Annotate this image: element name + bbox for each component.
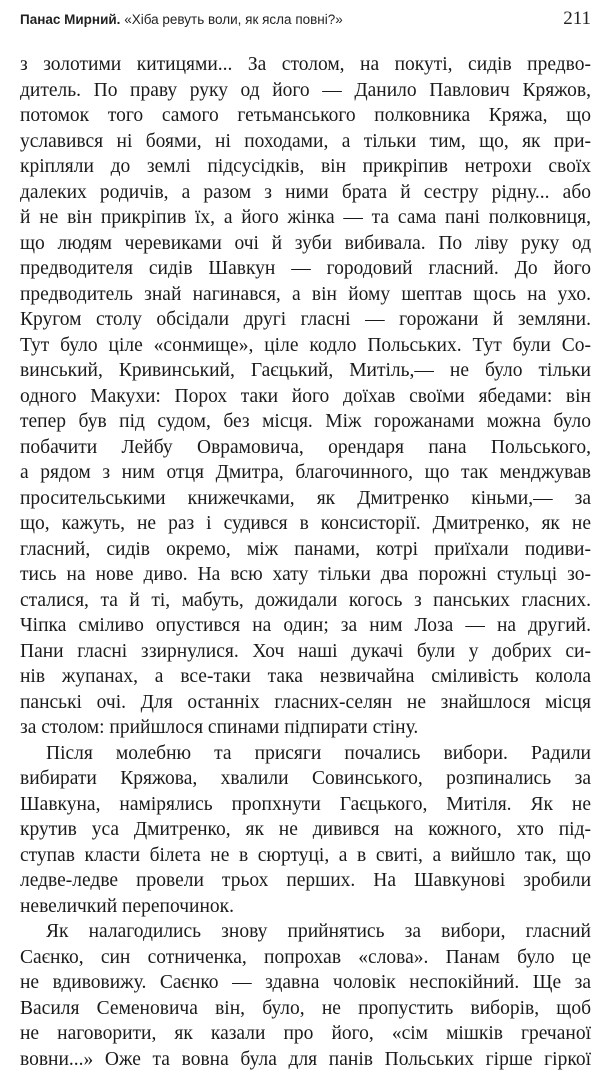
- text-line: ступав класти білета не в сюртуці, а в свиті, а вийшло так, що: [20, 843, 591, 869]
- text-line: нів жупанах, а все-таки така незвичайна сміливість колола: [20, 664, 591, 690]
- text-line: ледве-ледве провели трьох перших. На Шавкунові зробили: [20, 868, 591, 894]
- text-line: Василя Семеновича він, було, не пропустить виборів, щоб: [20, 996, 591, 1022]
- text-line: з золотими китицями... За столом, на покуті, сидів предво-: [20, 52, 591, 78]
- running-header: [20, 8, 591, 28]
- paragraph: [20, 741, 591, 920]
- text-line: Як налагодились знову прийнятись за вибори, гласний: [20, 919, 591, 945]
- page-number: 211: [563, 8, 591, 30]
- text-line: Чіпка сміливо опустився на один; за ним Лоза — на другий.: [20, 613, 591, 639]
- text-line: за столом: прийшлося спинами підпирати стіну.: [20, 715, 591, 741]
- author-name: Панас Мирний.: [20, 12, 120, 27]
- text-line: побачити Лейбу Оврамовича, орендаря пана Польського,: [20, 435, 591, 461]
- text-line: а рядом з ним отця Дмитра, благочинного, що так менджував: [20, 460, 591, 486]
- text-line: дитель. По праву руку од його — Данило Павлович Кряжов,: [20, 78, 591, 104]
- text-line: тись на нове диво. На всю хату тільки два порожні стульці зо-: [20, 562, 591, 588]
- text-line: Шавкуна, намірялись пропхнути Гаєцького, Митіля. Як не: [20, 792, 591, 818]
- text-line: потомок того самого гетьманського полковника Кряжа, що: [20, 103, 591, 129]
- text-line: вибирати Кряжова, хвалили Совинського, розпинались за: [20, 766, 591, 792]
- text-line: Пани гласні ззирнулися. Хоч наші дукачі були у добрих си-: [20, 639, 591, 665]
- text-line: просительськими книжечками, як Дмитренко кіньми,— за: [20, 486, 591, 512]
- paragraph: [20, 919, 591, 1072]
- text-line: далеких родичів, а разом з ними брата й сестру рідну... або: [20, 180, 591, 206]
- text-line: що людям черевиками очі й зуби вибивала. По ліву руку од: [20, 231, 591, 257]
- page-body: [20, 52, 591, 1072]
- text-line: уславився ні боями, ні походами, а тільки тим, що, як при-: [20, 129, 591, 155]
- text-line: тепер був під судом, без місця. Між горожанами можна було: [20, 409, 591, 435]
- text-line: вовни...» Оже та вовна була для панів Польських гірше гіркої: [20, 1047, 591, 1072]
- work-title: «Хіба ревуть воли, як ясла повні?»: [124, 12, 343, 27]
- text-line: Тут було ціле «сонмище», ціле кодло Польських. Тут були Со-: [20, 333, 591, 359]
- text-line: Після молебню та присяги почались вибори. Радили: [20, 741, 591, 767]
- text-line: не наговорити, як казали про його, «сім мішків гречаної: [20, 1021, 591, 1047]
- running-title: [20, 12, 343, 27]
- paragraph: [20, 52, 591, 741]
- text-line: гласний, сидів окремо, між панами, котрі приїхали подиви-: [20, 537, 591, 563]
- text-line: Саєнко, син сотниченка, попрохав «слова». Панам було це: [20, 945, 591, 971]
- text-line: не вдивовижу. Саєнко — здавна чоловік неспокійний. Ще за: [20, 970, 591, 996]
- text-line: й не він прикріпив їх, а його жінка — та сама пані полковниця,: [20, 205, 591, 231]
- text-line: панські очі. Для останніх гласних-селян не знайшлося місця: [20, 690, 591, 716]
- text-line: сталися, та й ті, мабуть, дожидали когось з панських гласних.: [20, 588, 591, 614]
- text-line: одного Макухи: Порох таки його доїхав своїми ябедами: він: [20, 384, 591, 410]
- text-line: крутив уса Дмитренко, як не дивився на кожного, хто під-: [20, 817, 591, 843]
- text-line: невеличкий перепочинок.: [20, 894, 591, 920]
- text-line: кріпляли до землі підсусідків, він прикріпив нетрохи своїх: [20, 154, 591, 180]
- text-line: Кругом столу обсідали другі гласні — горожани й земляни.: [20, 307, 591, 333]
- text-line: предводителя сидів Шавкун — городовий гласний. До його: [20, 256, 591, 282]
- text-line: винський, Кривинський, Гаєцький, Митіль,— не було тільки: [20, 358, 591, 384]
- text-line: предводитель знай нагинався, а він йому шептав щось на ухо.: [20, 282, 591, 308]
- text-line: що, кажуть, не раз і судився в консисторії. Дмитренко, як не: [20, 511, 591, 537]
